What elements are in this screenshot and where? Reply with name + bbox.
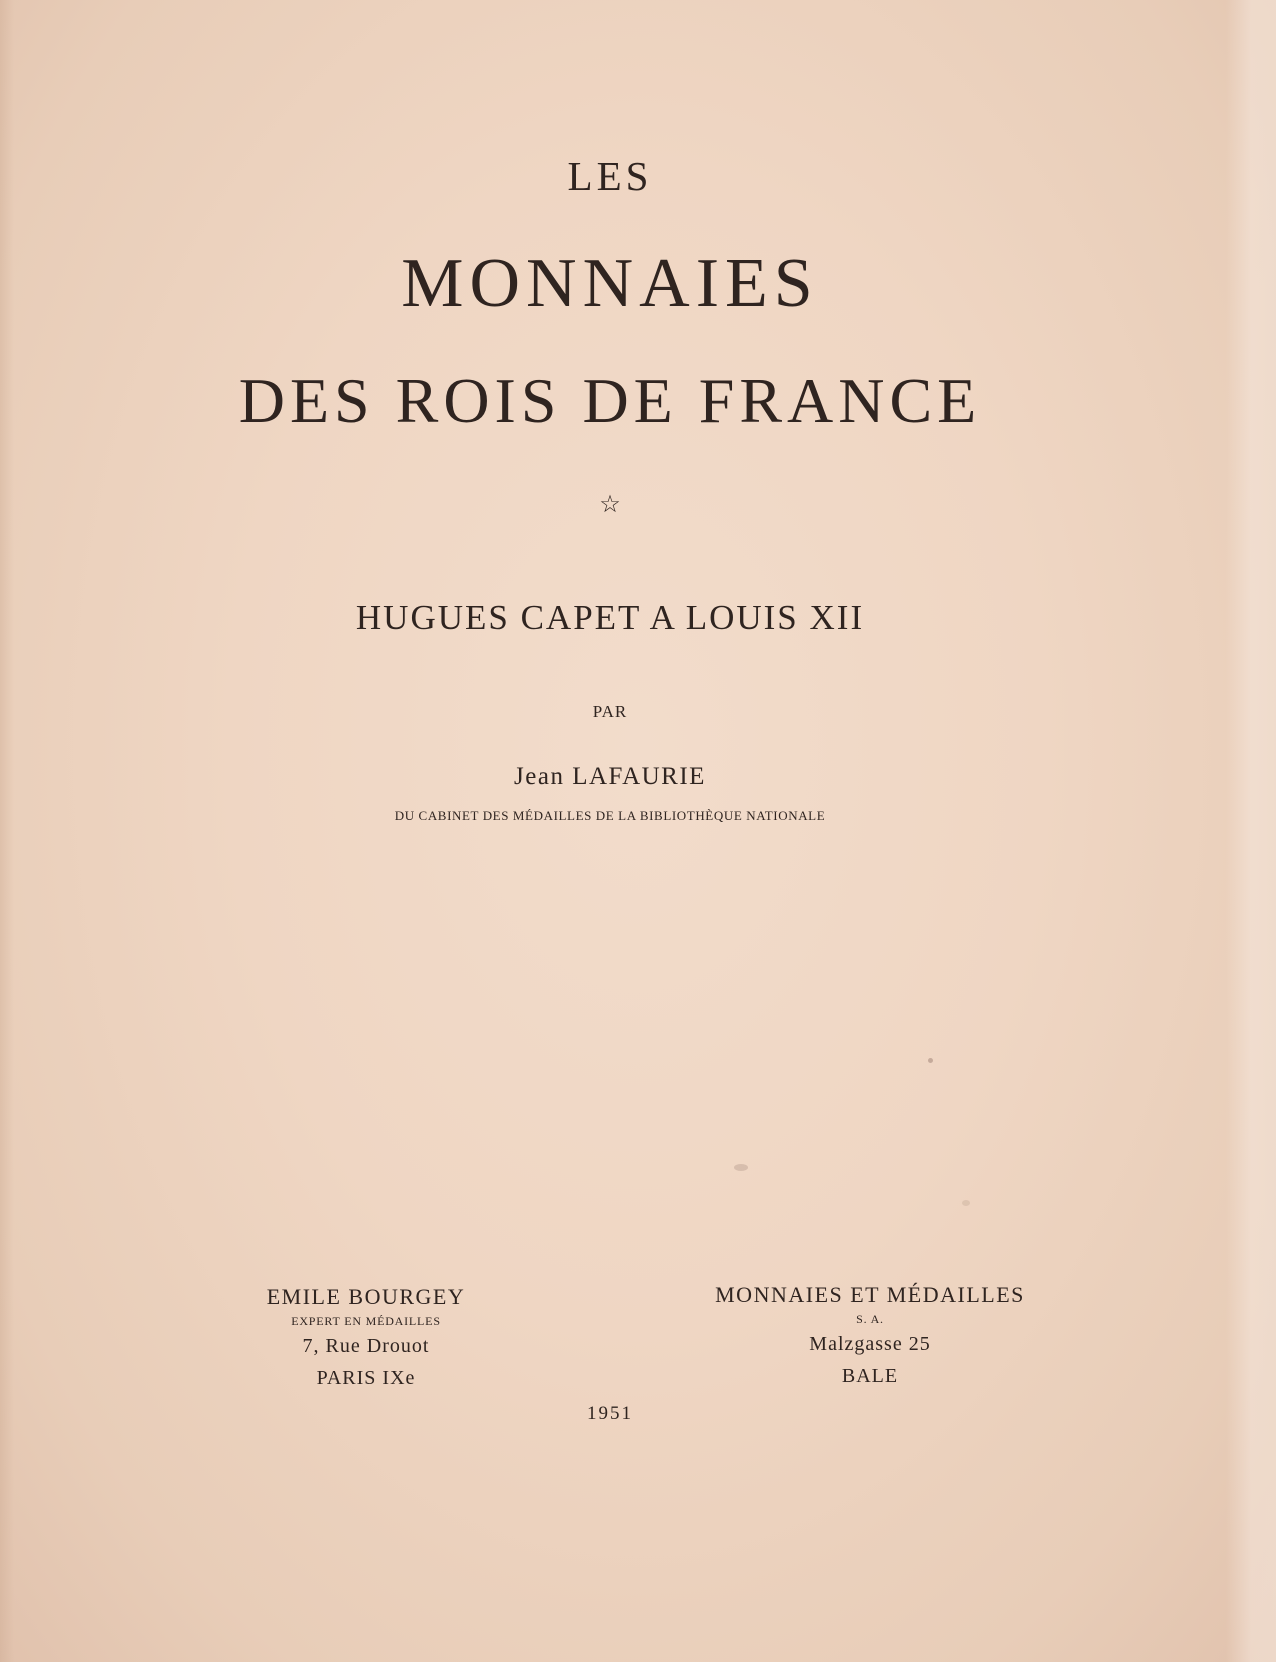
title-line-monnaies: MONNAIES	[401, 245, 819, 322]
author-name: Jean LAFAURIE	[514, 763, 706, 790]
publisher-right-address: Malzgasse 25	[809, 1333, 931, 1355]
page-edge-right	[1226, 0, 1276, 1662]
publisher-right-city: BALE	[841, 1365, 899, 1387]
paper-speck	[928, 1058, 933, 1063]
author-affiliation: DU CABINET DES MÉDAILLES DE LA BIBLIOTHÈQUE NATIONALE	[394, 808, 826, 823]
title-line-rois-de-france: DES ROIS DE FRANCE	[238, 365, 982, 436]
publisher-left-city: PARIS IXe	[316, 1367, 416, 1389]
paper-speck	[962, 1200, 970, 1206]
subtitle: HUGUES CAPET A LOUIS XII	[355, 598, 865, 637]
star-ornament-icon: ☆	[599, 492, 621, 518]
publisher-right-name: MONNAIES ET MÉDAILLES	[715, 1282, 1025, 1307]
publisher-right-role: S. A.	[856, 1312, 884, 1326]
publication-year: 1951	[587, 1403, 633, 1424]
publisher-left-name: EMILE BOURGEY	[266, 1284, 466, 1309]
paper-speck	[734, 1164, 748, 1171]
publisher-right	[700, 1280, 1040, 1392]
title-line-les: LES	[567, 153, 653, 199]
publisher-left	[226, 1282, 506, 1394]
publisher-left-address: 7, Rue Drouot	[302, 1335, 430, 1357]
byline-par: PAR	[592, 702, 628, 721]
publisher-left-role: EXPERT EN MÉDAILLES	[291, 1314, 441, 1328]
